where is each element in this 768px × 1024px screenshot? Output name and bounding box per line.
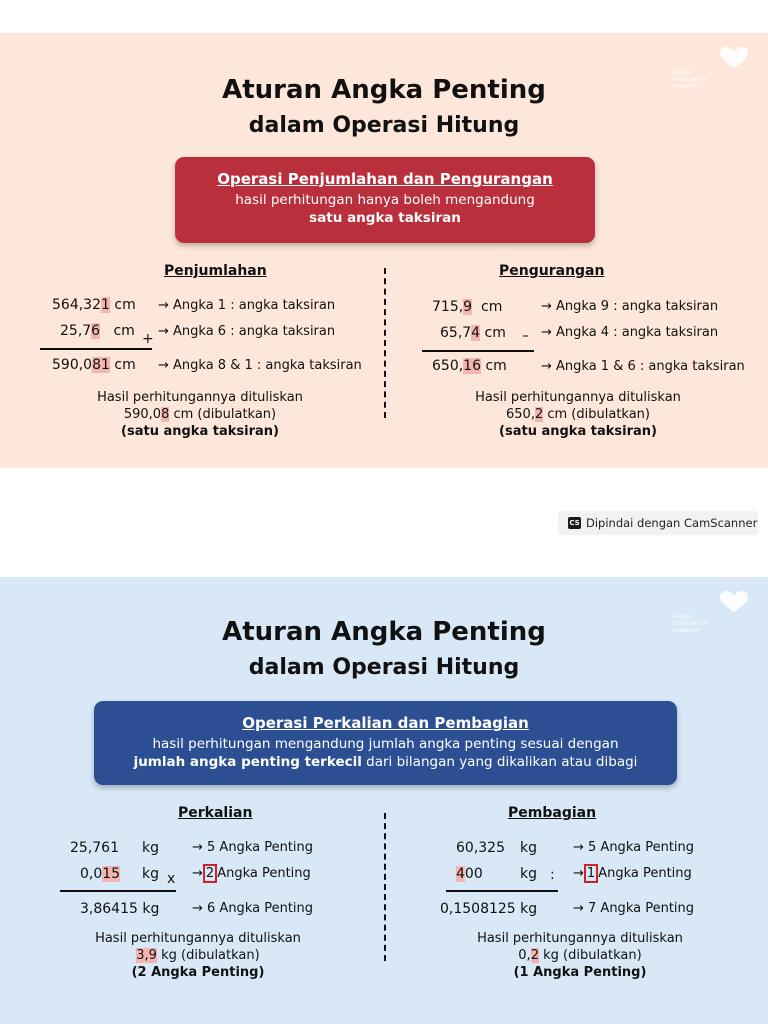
heart-icon [720,591,748,613]
digits: 715, [432,299,464,315]
sum-line [40,348,152,350]
estimated-digit: 16 [463,358,481,374]
banner-title: Operasi Perkalian dan Pembagian [242,714,529,732]
result-value [40,406,360,423]
dividend: 60,325 [456,840,505,856]
arrow-icon: → [573,866,584,881]
unit: cm [109,357,136,373]
result-note: (satu angka taksiran) [499,424,657,439]
note-text: Angka Penting [217,866,311,881]
column-divider [384,268,386,418]
result-summary [420,930,740,981]
unit: kg [520,866,537,882]
banner-title: Operasi Penjumlahan dan Pengurangan [217,170,553,188]
column-divider [384,813,386,961]
difference-result [432,358,507,374]
unit: kg [520,840,537,856]
banner-text-2 [94,753,677,772]
estimated-digit: 9 [463,299,473,315]
result-line: Hasil perhitungannya dituliskan [97,390,303,405]
result-digits: 3,9 [136,948,157,963]
digits: 25,7 [60,323,92,339]
logo-text-line: Intelligence [672,620,707,627]
heading-penjumlahan: Penjumlahan [164,263,267,279]
digits: 65,7 [440,325,472,341]
unit: cm [472,299,503,315]
note-row-3: → 6 Angka Penting [192,901,314,916]
note-text: Angka Penting [598,866,692,881]
slide-multiplication-division [0,577,768,1024]
multiply-operator: x [167,871,176,887]
significant-digits: 15 [102,866,121,882]
result-unit: cm (dibulatkan) [543,407,650,422]
slide-addition-subtraction [0,33,768,468]
note-row-3: → Angka 1 & 6 : angka taksiran [541,359,745,374]
result-digits: 0, [518,948,531,963]
minus-operator: – [522,328,529,344]
note-row-3: → 7 Angka Penting [573,901,695,916]
estimated-digit: 8 [161,407,170,422]
difference-line [422,350,534,352]
operand-1 [432,299,502,315]
operand-2 [60,323,135,339]
result-line: Hasil perhitungannya dituliskan [477,931,683,946]
note-row-2: → Angka 4 : angka taksiran [541,325,719,340]
result-unit: kg (dibulatkan) [156,948,260,963]
product-line [60,890,176,892]
product-result: 3,86415 kg [80,901,160,917]
result-value [38,947,358,964]
result-value [420,947,740,964]
note-row-2: → Angka 6 : angka taksiran [158,324,336,339]
result-unit: cm (dibulatkan) [169,407,277,422]
quotient-line [446,890,558,892]
camscanner-icon: CS [569,519,580,527]
logo-text-line: Intelligence [672,76,707,83]
unit: cm [481,358,507,374]
divisor [456,866,483,882]
significant-digit: 2 [530,948,539,963]
smallest-count: 1 [584,864,598,883]
sum-result [52,357,136,373]
camscanner-label: Dipindai dengan CamScanner [586,516,758,530]
arrow-icon: → [192,866,203,881]
operand-2 [440,325,506,341]
result-summary [38,930,358,981]
note-row-1: → Angka 9 : angka taksiran [541,299,719,314]
unit: cm [480,325,506,341]
result-note: (satu angka taksiran) [121,424,279,439]
note-row-1: → 5 Angka Penting [573,840,695,855]
result-value [418,406,738,423]
camscanner-badge [558,511,758,535]
divide-operator: : [550,867,555,883]
banner-text: hasil perhitungan mengandung jumlah angka penting sesuai dengan [152,736,619,752]
banner-text-bold: satu angka taksiran [309,210,461,226]
note-row-1: → 5 Angka Penting [192,840,314,855]
result-note: (2 Angka Penting) [131,965,265,980]
unit: cm [109,297,136,313]
estimated-digit: 2 [534,407,544,422]
unit: cm [100,323,135,339]
unit: kg [142,866,159,882]
digits: 650, [432,358,464,374]
page-subtitle: dalam Operasi Hitung [248,113,520,138]
page-subtitle: dalam Operasi Hitung [248,655,520,680]
banner-text-rest: dari bilangan yang dikalikan atau dibagi [361,754,638,770]
page-title: Aturan Angka Penting [222,617,546,647]
estimated-digit: 1 [101,297,110,313]
banner-text: hasil perhitungan hanya boleh mengandung [235,192,535,208]
unit: kg [142,840,159,856]
logo-text-line: Global [672,613,692,620]
result-line: Hasil perhitungannya dituliskan [95,931,301,946]
heart-icon [720,47,748,69]
result-line: Hasil perhitungannya dituliskan [475,390,681,405]
heading-pembagian: Pembagian [508,805,597,821]
rule-banner [94,701,677,785]
factor-1: 25,761 [70,840,119,856]
result-unit: kg (dibulatkan) [538,948,642,963]
result-digits: 590,0 [123,407,162,422]
logo-text-line: Global [672,69,692,76]
heading-perkalian: Perkalian [178,805,253,821]
estimated-digit: 4 [471,325,481,341]
digits: 0,0 [80,866,103,882]
quotient-result: 0,1508125 kg [440,901,538,917]
logo-text-line: Academy [672,627,700,634]
digits: 590,0 [52,357,93,373]
factor-2 [80,866,120,882]
result-summary [40,389,360,440]
banner-text-bold: jumlah angka penting terkecil [133,754,362,770]
operand-1 [52,297,136,313]
estimated-digit: 6 [91,323,101,339]
digits: 00 [464,866,483,882]
digits: 564,32 [52,297,101,313]
smallest-count: 2 [203,864,217,883]
result-digits: 650, [506,407,535,422]
result-summary [418,389,738,440]
note-row-2 [192,866,311,881]
rule-banner [175,157,595,243]
result-note: (1 Angka Penting) [513,965,647,980]
page-title: Aturan Angka Penting [222,75,546,105]
heading-pengurangan: Pengurangan [499,263,605,279]
estimated-digit: 81 [92,357,110,373]
note-row-3: → Angka 8 & 1 : angka taksiran [158,358,362,373]
note-row-2 [573,866,692,881]
note-row-1: → Angka 1 : angka taksiran [158,298,336,313]
plus-operator: + [142,331,154,347]
significant-digits: 4 [456,866,465,882]
logo-text-line: Academy [672,83,700,90]
